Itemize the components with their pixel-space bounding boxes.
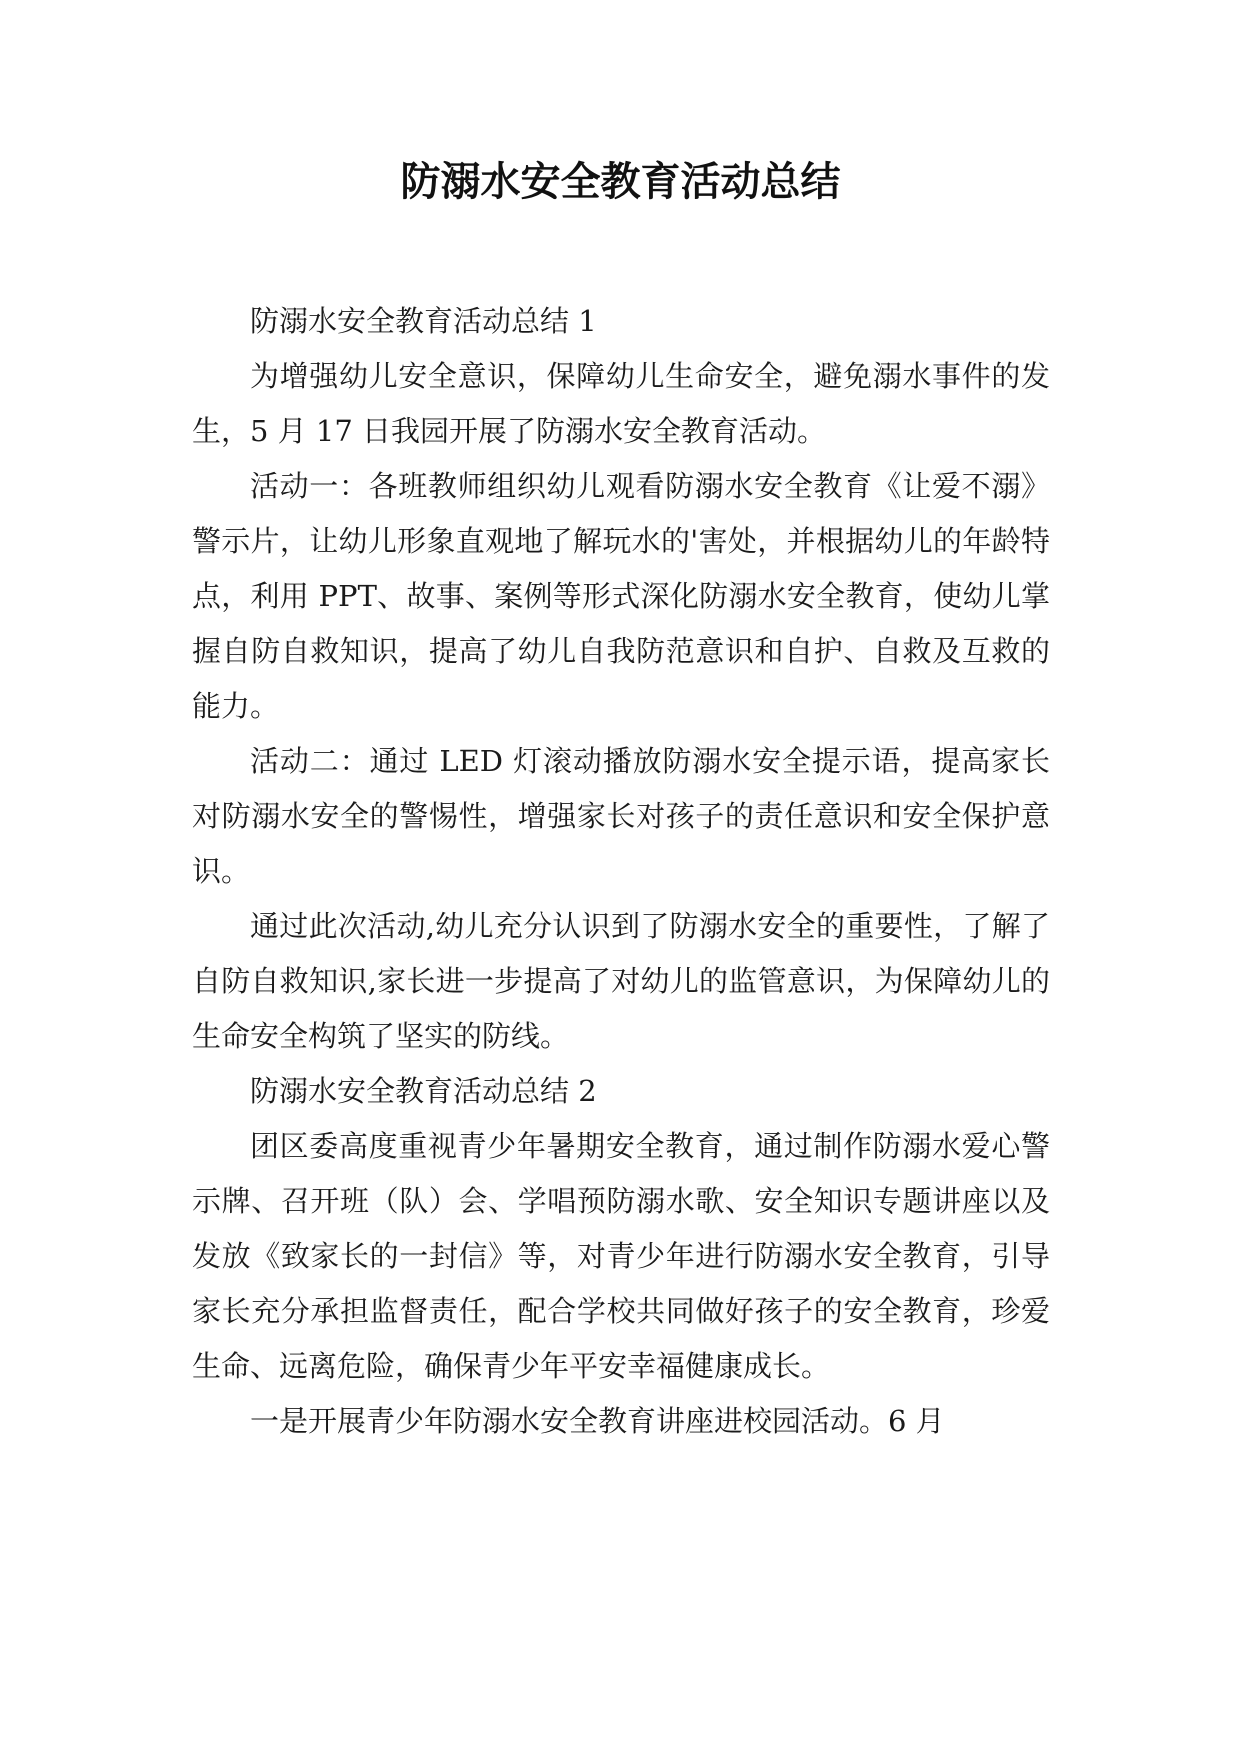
document-body xyxy=(192,294,1050,1449)
section-heading-2: 防溺水安全教育活动总结 2 xyxy=(250,1074,597,1108)
document-title: 防溺水安全教育活动总结 xyxy=(400,159,841,205)
paragraph-item-one: 一是开展青少年防溺水安全教育讲座进校园活动。6 月 xyxy=(250,1404,945,1438)
paragraph-intro: 为增强幼儿安全意识，保障幼儿生命安全，避免溺水事件的发生，5 月 17 日我园开展了防溺水安全教育活动。 xyxy=(192,359,1050,448)
section-heading-1: 防溺水安全教育活动总结 1 xyxy=(250,304,597,338)
paragraph-conclusion: 通过此次活动,幼儿充分认识到了防溺水安全的重要性，了解了自防自救知识,家长进一步提高了对幼儿的监管意识，为保障幼儿的生命安全构筑了坚实的防线。 xyxy=(192,909,1050,1053)
paragraph-activity-one: 活动一：各班教师组织幼儿观看防溺水安全教育《让爱不溺》警示片，让幼儿形象直观地了解玩水的'害处，并根据幼儿的年龄特点，利用 PPT、故事、案例等形式深化防溺水安全教育，使幼儿掌握自防自救知识，提高了幼儿自我防范意识和自护、自救及互救的能力。 xyxy=(192,469,1050,723)
paragraph-district-committee: 团区委高度重视青少年暑期安全教育，通过制作防溺水爱心警示牌、召开班（队）会、学唱预防溺水歌、安全知识专题讲座以及发放《致家长的一封信》等，对青少年进行防溺水安全教育，引导家长充分承担监督责任，配合学校共同做好孩子的安全教育，珍爱生命、远离危险，确保青少年平安幸福健康成长。 xyxy=(192,1129,1050,1383)
paragraph-activity-two: 活动二：通过 LED 灯滚动播放防溺水安全提示语，提高家长对防溺水安全的警惕性，增强家长对孩子的责任意识和安全保护意识。 xyxy=(192,744,1050,888)
